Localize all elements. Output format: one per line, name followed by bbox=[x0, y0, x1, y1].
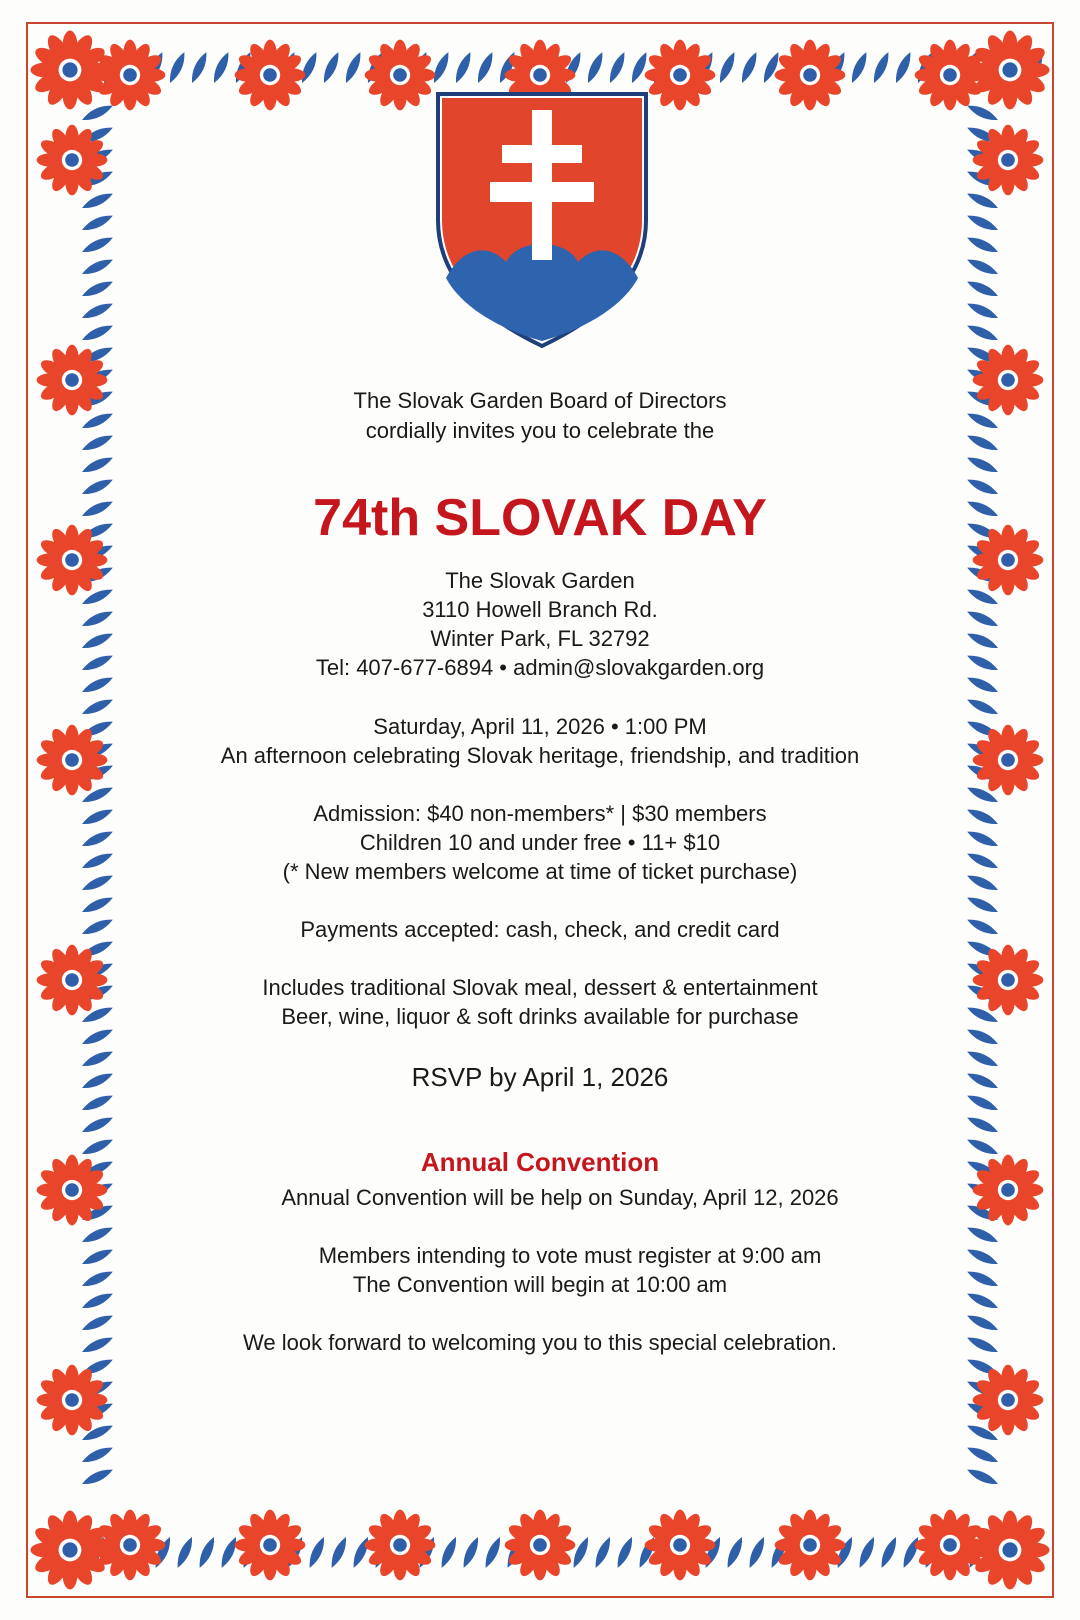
convention-begin-time: The Convention will begin at 10:00 am bbox=[352, 1272, 728, 1297]
blue-leaf-icon bbox=[965, 432, 1000, 455]
blue-leaf-icon bbox=[80, 300, 115, 323]
blue-leaf-icon bbox=[965, 1136, 1000, 1159]
event-description: An afternoon celebrating Slovak heritage, friendship, and tradition bbox=[220, 743, 860, 768]
blue-leaf-icon bbox=[80, 1312, 115, 1335]
blue-leaf-icon bbox=[965, 1224, 1000, 1247]
blue-leaf-icon bbox=[80, 1466, 115, 1489]
blue-leaf-icon bbox=[80, 1114, 115, 1137]
blue-leaf-icon bbox=[80, 498, 115, 521]
blue-leaf-icon bbox=[965, 828, 1000, 851]
blue-leaf-icon bbox=[965, 190, 1000, 213]
blue-leaf-icon bbox=[80, 278, 115, 301]
red-flower-icon bbox=[37, 945, 108, 1016]
blue-leaf-icon bbox=[80, 674, 115, 697]
red-flower-icon bbox=[973, 1365, 1044, 1436]
blue-leaf-icon bbox=[965, 1312, 1000, 1335]
blue-leaf-icon bbox=[965, 652, 1000, 675]
blue-leaf-icon bbox=[965, 300, 1000, 323]
blue-leaf-icon bbox=[965, 1444, 1000, 1467]
red-flower-icon bbox=[970, 1510, 1049, 1589]
red-flower-icon bbox=[37, 1365, 108, 1436]
blue-leaf-icon bbox=[80, 872, 115, 895]
blue-leaf-icon bbox=[80, 630, 115, 653]
red-flower-icon bbox=[973, 945, 1044, 1016]
blue-leaf-icon bbox=[80, 1048, 115, 1071]
blue-leaf-icon bbox=[80, 1334, 115, 1357]
venue-contact: Tel: 407-677-6894 • admin@slovakgarden.org bbox=[315, 655, 765, 680]
blue-leaf-icon bbox=[965, 212, 1000, 235]
blue-leaf-icon bbox=[965, 234, 1000, 257]
blue-leaf-icon bbox=[965, 1246, 1000, 1269]
blue-leaf-icon bbox=[80, 1136, 115, 1159]
blue-leaf-icon bbox=[80, 432, 115, 455]
blue-leaf-icon bbox=[965, 806, 1000, 829]
venue-name: The Slovak Garden bbox=[445, 568, 635, 593]
blue-leaf-icon bbox=[80, 102, 115, 125]
blue-leaf-icon bbox=[965, 696, 1000, 719]
blue-leaf-icon bbox=[80, 1224, 115, 1247]
blue-leaf-icon bbox=[80, 1246, 115, 1269]
blue-leaf-icon bbox=[965, 1070, 1000, 1093]
blue-leaf-icon bbox=[80, 322, 115, 345]
venue-city: Winter Park, FL 32792 bbox=[430, 626, 650, 651]
blue-leaf-icon bbox=[965, 894, 1000, 917]
blue-leaf-icon bbox=[80, 894, 115, 917]
invitation-content bbox=[150, 0, 930, 1620]
blue-leaf-icon bbox=[80, 234, 115, 257]
convention-heading: Annual Convention bbox=[420, 1147, 660, 1177]
convention-date: Annual Convention will be help on Sunday, April 12, 2026 bbox=[281, 1185, 839, 1210]
blue-leaf-icon bbox=[965, 1114, 1000, 1137]
blue-leaf-icon bbox=[80, 806, 115, 829]
blue-leaf-icon bbox=[80, 1070, 115, 1093]
venue-street: 3110 Howell Branch Rd. bbox=[422, 597, 658, 622]
blue-leaf-icon bbox=[965, 410, 1000, 433]
event-datetime: Saturday, April 11, 2026 • 1:00 PM bbox=[373, 714, 707, 739]
blue-leaf-icon bbox=[80, 1092, 115, 1115]
event-title: 74th SLOVAK DAY bbox=[313, 489, 767, 547]
invite-line-2: cordially invites you to celebrate the bbox=[365, 418, 715, 443]
convention-register-time: Members intending to vote must register at 9:00 am bbox=[318, 1243, 822, 1268]
blue-leaf-icon bbox=[965, 1466, 1000, 1489]
blue-leaf-icon bbox=[80, 1268, 115, 1291]
blue-leaf-icon bbox=[80, 454, 115, 477]
blue-leaf-icon bbox=[965, 1092, 1000, 1115]
payments-accepted: Payments accepted: cash, check, and credit card bbox=[300, 917, 780, 942]
blue-leaf-icon bbox=[80, 608, 115, 631]
blue-leaf-icon bbox=[965, 476, 1000, 499]
blue-leaf-icon bbox=[965, 454, 1000, 477]
blue-leaf-icon bbox=[965, 916, 1000, 939]
red-flower-icon bbox=[30, 30, 109, 109]
blue-leaf-icon bbox=[965, 256, 1000, 279]
blue-leaf-icon bbox=[80, 850, 115, 873]
blue-leaf-icon bbox=[965, 1334, 1000, 1357]
admission-prices: Admission: $40 non-members* | $30 members bbox=[313, 801, 767, 826]
blue-leaf-icon bbox=[80, 1290, 115, 1313]
blue-leaf-icon bbox=[965, 674, 1000, 697]
blue-leaf-icon bbox=[80, 652, 115, 675]
blue-leaf-icon bbox=[965, 630, 1000, 653]
blue-leaf-icon bbox=[965, 498, 1000, 521]
admission-children: Children 10 and under free • 11+ $10 bbox=[359, 830, 721, 855]
blue-leaf-icon bbox=[80, 916, 115, 939]
blue-leaf-icon bbox=[965, 872, 1000, 895]
rsvp-deadline: RSVP by April 1, 2026 bbox=[411, 1062, 669, 1092]
blue-leaf-icon bbox=[965, 1026, 1000, 1049]
blue-leaf-icon bbox=[80, 696, 115, 719]
includes-line-1: Includes traditional Slovak meal, dessert & entertainment bbox=[262, 975, 818, 1000]
red-flower-icon bbox=[37, 725, 108, 796]
admission-note: (* New members welcome at time of ticket purchase) bbox=[282, 859, 798, 884]
blue-leaf-icon bbox=[80, 190, 115, 213]
blue-leaf-icon bbox=[965, 1048, 1000, 1071]
blue-leaf-icon bbox=[80, 212, 115, 235]
blue-leaf-icon bbox=[965, 850, 1000, 873]
red-flower-icon bbox=[970, 30, 1049, 109]
red-flower-icon bbox=[30, 1510, 109, 1589]
blue-leaf-icon bbox=[80, 1026, 115, 1049]
blue-leaf-icon bbox=[965, 608, 1000, 631]
blue-leaf-icon bbox=[80, 828, 115, 851]
blue-leaf-icon bbox=[965, 1290, 1000, 1313]
includes-line-2: Beer, wine, liquor & soft drinks available for purchase bbox=[281, 1004, 799, 1029]
blue-leaf-icon bbox=[80, 410, 115, 433]
blue-leaf-icon bbox=[965, 322, 1000, 345]
red-flower-icon bbox=[973, 725, 1044, 796]
blue-leaf-icon bbox=[965, 278, 1000, 301]
closing-line: We look forward to welcoming you to this special celebration. bbox=[243, 1330, 837, 1355]
invite-line-1: The Slovak Garden Board of Directors bbox=[353, 388, 727, 413]
blue-leaf-icon bbox=[80, 476, 115, 499]
blue-leaf-icon bbox=[80, 1444, 115, 1467]
blue-leaf-icon bbox=[80, 256, 115, 279]
blue-leaf-icon bbox=[965, 1268, 1000, 1291]
blue-leaf-icon bbox=[965, 102, 1000, 125]
